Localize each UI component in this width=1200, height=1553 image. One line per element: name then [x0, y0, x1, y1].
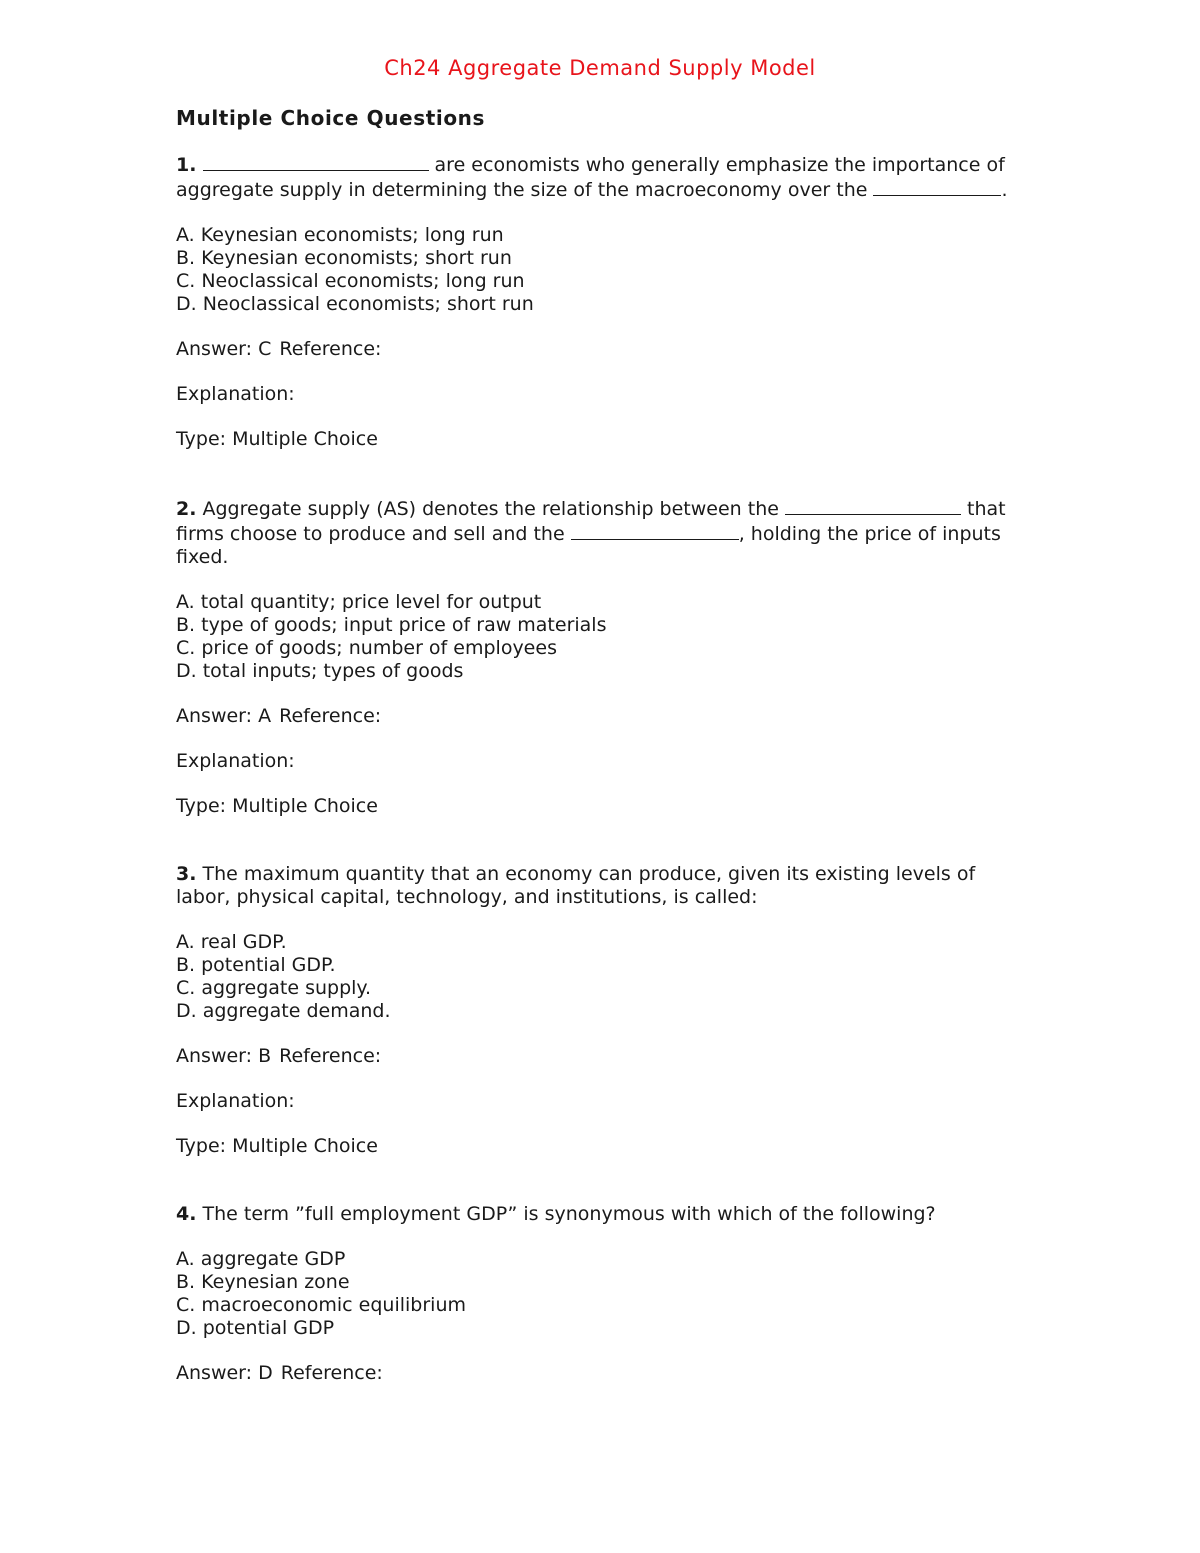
option-c: C. aggregate supply. [176, 977, 371, 999]
question-text: are economists who generally emphasize the importance of aggregate supply in determining the size of the macroeconomy over the [176, 154, 1005, 201]
reference-label: Reference: [280, 1362, 383, 1384]
option-d: D. Neoclassical economists; short run [176, 293, 534, 315]
fill-in-blank [203, 152, 429, 171]
answer-line [176, 1045, 1012, 1068]
option-b: B. Keynesian economists; short run [176, 247, 512, 269]
question-stem [176, 496, 1012, 569]
question-text: . [1001, 179, 1008, 201]
fill-in-blank [873, 177, 1001, 196]
option-b: B. potential GDP. [176, 954, 336, 976]
question-1 [176, 152, 1012, 451]
section-heading: Multiple Choice Questions [176, 106, 486, 130]
question-stem [176, 863, 1012, 909]
explanation-label: Explanation: [176, 383, 295, 405]
reference-label: Reference: [279, 1045, 382, 1067]
answer-options [176, 591, 1012, 683]
question-number: 1. [176, 154, 197, 176]
option-d: D. total inputs; types of goods [176, 660, 464, 682]
question-number: 4. [176, 1203, 197, 1225]
question-text: that firms choose to produce and sell and the [176, 498, 1006, 545]
answer-text: Answer: C [176, 338, 272, 360]
answer-options [176, 1248, 1012, 1340]
question-type: Type: Multiple Choice [176, 428, 378, 450]
reference-label: Reference: [279, 705, 382, 727]
document-title: Ch24 Aggregate Demand Supply Model [384, 56, 816, 80]
option-a: A. aggregate GDP [176, 1248, 346, 1270]
answer-text: Answer: B [176, 1045, 272, 1067]
answer-text: Answer: D [176, 1362, 273, 1384]
option-a: A. total quantity; price level for output [176, 591, 542, 613]
option-a: A. real GDP. [176, 931, 287, 953]
answer-text: Answer: A [176, 705, 272, 727]
reference-label: Reference: [279, 338, 382, 360]
option-b: B. Keynesian zone [176, 1271, 350, 1293]
explanation-label: Explanation: [176, 750, 295, 772]
fill-in-blank [571, 521, 739, 540]
option-d: D. potential GDP [176, 1317, 335, 1339]
answer-options [176, 224, 1012, 316]
option-b: B. type of goods; input price of raw materials [176, 614, 607, 636]
option-c: C. Neoclassical economists; long run [176, 270, 525, 292]
option-d: D. aggregate demand. [176, 1000, 391, 1022]
question-type: Type: Multiple Choice [176, 1135, 378, 1157]
question-number: 3. [176, 863, 197, 885]
option-a: A. Keynesian economists; long run [176, 224, 504, 246]
question-number: 2. [176, 498, 197, 520]
answer-line [176, 338, 1012, 361]
question-type: Type: Multiple Choice [176, 795, 378, 817]
question-text: The maximum quantity that an economy can produce, given its existing levels of labor, physical capital, technology, and institutions, is called: [176, 863, 976, 908]
answer-line [176, 1362, 1012, 1385]
question-4 [176, 1203, 1012, 1385]
question-text: The term ”full employment GDP” is synonymous with which of the following? [196, 1203, 936, 1225]
option-c: C. price of goods; number of employees [176, 637, 557, 659]
option-c: C. macroeconomic equilibrium [176, 1294, 466, 1316]
document-page [176, 56, 1012, 1407]
question-text: Aggregate supply (AS) denotes the relationship between the [196, 498, 785, 520]
answer-options [176, 931, 1012, 1023]
answer-line [176, 705, 1012, 728]
question-3 [176, 863, 1012, 1158]
question-stem [176, 1203, 1012, 1226]
question-stem [176, 152, 1012, 202]
question-text: , holding the price of inputs fixed. [176, 523, 1001, 568]
explanation-label: Explanation: [176, 1090, 295, 1112]
fill-in-blank [785, 496, 961, 515]
question-2 [176, 496, 1012, 818]
